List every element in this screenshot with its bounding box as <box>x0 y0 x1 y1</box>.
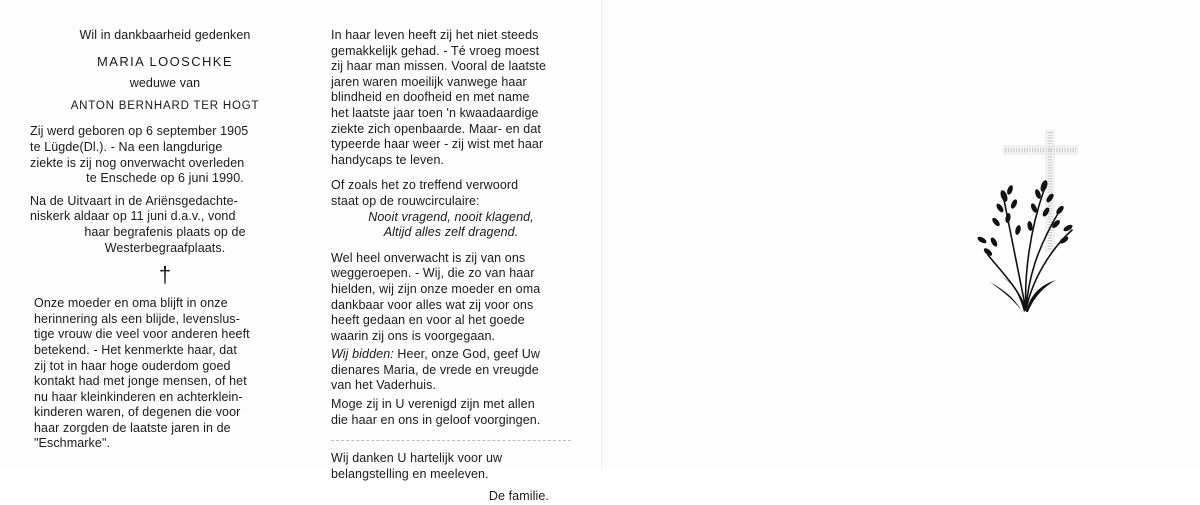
text-line: niskerk aldaar op 11 juni d.a.v., vond <box>30 209 236 224</box>
cross-with-grass-icon <box>960 130 1080 330</box>
cross-icon: † <box>158 262 172 288</box>
verse <box>331 210 571 241</box>
text-line: haar zorgden de laatste jaren in de <box>34 420 231 435</box>
husband-name: ANTON BERNHARD TER HOGT <box>70 99 260 112</box>
text-line: haar begrafenis plaats op de <box>84 224 246 239</box>
deceased-name: MARIA LOOSCHKE <box>97 53 233 69</box>
text-line: "Eschmarke". <box>34 436 111 451</box>
text-line: dienares Maria, de vrede en vreugde <box>331 362 539 377</box>
text-line: zij tot in haar hoge ouderdom goed <box>34 358 231 373</box>
text-line: jaren waren moeilijk vanwege haar <box>331 74 527 89</box>
text-line: herinnering als een blijde, levenslus- <box>34 311 241 326</box>
text-line: gemakkelijk gehad. - Té vroeg moest <box>331 43 540 58</box>
text-line: heeft gedaan en voor al het goede <box>331 313 525 328</box>
text-line: tige vrouw die veel voor anderen heeft <box>34 327 250 342</box>
prayer-paragraph <box>331 347 571 394</box>
widow-of-text: weduwe van <box>129 76 201 91</box>
united-paragraph <box>331 397 571 428</box>
text-line: Westerbegraafplaats. <box>104 240 226 255</box>
text-line: typeerde haar weer - zij wist met haar <box>331 137 544 152</box>
card-fold-line <box>601 0 602 469</box>
verse-line: Nooit vragend, nooit klagend, <box>368 209 534 224</box>
birth-paragraph <box>30 124 300 186</box>
text-line: hielden, wij zijn onze moeder en oma <box>331 281 541 296</box>
text-line: nu haar kleinkinderen en achterklein- <box>34 389 243 404</box>
text-line: blindheid en doofheid en met name <box>331 90 530 105</box>
memory-paragraph <box>30 296 300 452</box>
text-line: Of zoals het zo treffend verwoord <box>331 178 519 193</box>
text-line: het laatste jaar toen 'n kwaadaardige <box>331 105 539 120</box>
text-line: Onze moeder en oma blijft in onze <box>34 296 228 311</box>
verse-line: Altijd alles zelf dragend. <box>383 225 519 240</box>
text-line: weggeroepen. - Wij, die zo van haar <box>331 266 535 281</box>
quote-intro <box>331 178 571 209</box>
text-line: handycaps te leven. <box>331 152 445 167</box>
prayer-first-line: Heer, onze God, geef Uw <box>393 347 541 362</box>
text-line: staat op de rouwcirculaire: <box>331 193 480 208</box>
text-line: In haar leven heeft zij het niet steeds <box>331 28 539 42</box>
text-line <box>331 347 571 363</box>
middle-column <box>331 28 571 505</box>
thanks-paragraph <box>331 451 571 482</box>
text-line: Wel heel onverwacht is zij van ons <box>331 250 526 265</box>
life-paragraph <box>331 28 571 168</box>
text-line: te Lügde(Dl.). - Na een langdurige <box>30 139 223 154</box>
text-line: te Enschede op 6 juni 1990. <box>86 171 244 186</box>
family-signoff: De familie. <box>488 489 549 504</box>
text-line: van het Vaderhuis. <box>331 378 437 393</box>
text-line: kontakt had met jonge mensen, of het <box>34 374 247 389</box>
text-line: zij haar man missen. Vooral de laatste <box>331 59 547 74</box>
text-line: die haar en ons in geloof voorgingen. <box>331 412 541 427</box>
text-line: ziekte zich openbaarde. Maar- en dat <box>331 121 541 136</box>
text-line: kinderen waren, of degenen die voor <box>34 405 241 420</box>
text-line: Wij danken U hartelijk voor uw <box>331 451 503 466</box>
text-line: Na de Uitvaart in de Ariënsgedachte- <box>30 193 238 208</box>
burial-paragraph <box>30 194 300 256</box>
divider <box>331 440 571 441</box>
intro-text: Wil in dankbaarheid gedenken <box>79 28 251 42</box>
text-line: dankbaar voor alles wat zij voor ons <box>331 297 534 312</box>
text-line: belangstelling en meeleven. <box>331 466 489 481</box>
text-line: Moge zij in U verenigd zijn met allen <box>331 397 535 412</box>
prayer-label: Wij bidden: <box>331 347 394 362</box>
text-line: Zij werd geboren op 6 september 1905 <box>30 124 249 139</box>
text-line: waarin zij ons is voorgegaan. <box>331 328 496 343</box>
text-line: betekend. - Het kenmerkte haar, dat <box>34 342 237 357</box>
left-column <box>30 28 300 452</box>
called-paragraph <box>331 251 571 345</box>
text-line: ziekte is zij nog onverwacht overleden <box>30 155 245 170</box>
